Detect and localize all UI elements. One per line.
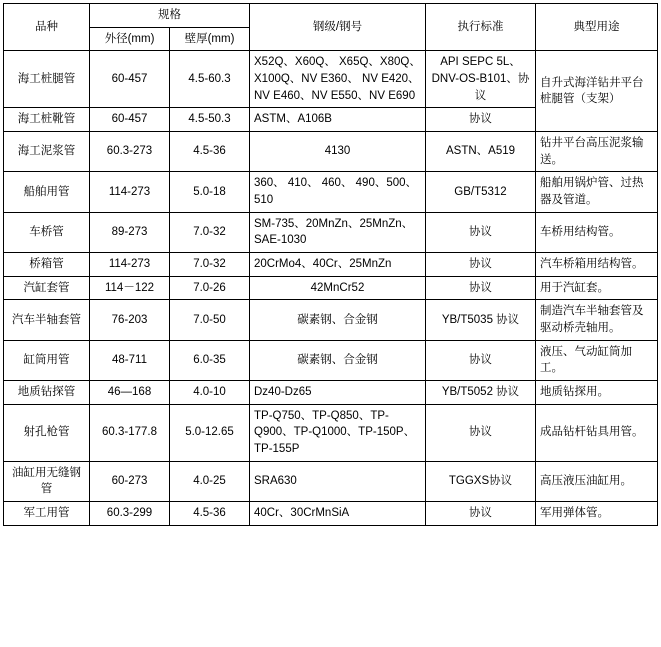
cell-use: 制造汽车半轴套管及驱动桥壳轴用。 xyxy=(536,300,658,340)
cell-use: 地质钻探用。 xyxy=(536,381,658,405)
cell-wt: 6.0-35 xyxy=(170,340,250,380)
cell-grade: 碳素钢、合金钢 xyxy=(250,300,426,340)
cell-od: 114-273 xyxy=(90,253,170,277)
cell-variety: 汽车半轴套管 xyxy=(4,300,90,340)
cell-standard: TGGXS协议 xyxy=(426,461,536,501)
cell-variety: 地质钻探管 xyxy=(4,381,90,405)
cell-variety: 射孔枪管 xyxy=(4,404,90,461)
cell-standard: 协议 xyxy=(426,340,536,380)
cell-wt: 5.0-12.65 xyxy=(170,404,250,461)
cell-variety: 桥箱管 xyxy=(4,253,90,277)
cell-od: 46—168 xyxy=(90,381,170,405)
cell-od: 60.3-177.8 xyxy=(90,404,170,461)
header-variety: 品种 xyxy=(4,4,90,51)
cell-variety: 船舶用管 xyxy=(4,172,90,212)
table-row xyxy=(4,253,658,277)
table-row xyxy=(4,212,658,252)
table-body xyxy=(4,51,658,525)
cell-use: 船舶用锅炉管、过热器及管道。 xyxy=(536,172,658,212)
cell-wt: 4.5-50.3 xyxy=(170,108,250,132)
cell-grade: 4130 xyxy=(250,132,426,172)
cell-variety: 海工泥浆管 xyxy=(4,132,90,172)
header-standard: 执行标准 xyxy=(426,4,536,51)
cell-standard: 协议 xyxy=(426,502,536,526)
cell-wt: 5.0-18 xyxy=(170,172,250,212)
cell-wt: 7.0-32 xyxy=(170,253,250,277)
cell-use: 用于汽缸套。 xyxy=(536,276,658,300)
cell-grade: 40Cr、30CrMnSiA xyxy=(250,502,426,526)
cell-wt: 7.0-50 xyxy=(170,300,250,340)
cell-variety: 海工桩腿管 xyxy=(4,51,90,108)
table-row xyxy=(4,340,658,380)
table-row xyxy=(4,132,658,172)
cell-wt: 4.5-60.3 xyxy=(170,51,250,108)
cell-od: 48-711 xyxy=(90,340,170,380)
cell-use: 军用弹体管。 xyxy=(536,502,658,526)
cell-grade: 碳素钢、合金钢 xyxy=(250,340,426,380)
cell-od: 76-203 xyxy=(90,300,170,340)
cell-od: 89-273 xyxy=(90,212,170,252)
cell-standard: GB/T5312 xyxy=(426,172,536,212)
cell-standard: 协议 xyxy=(426,253,536,277)
cell-grade: 360、 410、 460、 490、500、510 xyxy=(250,172,426,212)
cell-wt: 4.0-10 xyxy=(170,381,250,405)
table-row xyxy=(4,404,658,461)
table-row xyxy=(4,276,658,300)
table-row xyxy=(4,172,658,212)
cell-use: 汽车桥箱用结构管。 xyxy=(536,253,658,277)
cell-standard: 协议 xyxy=(426,212,536,252)
cell-od: 60.3-273 xyxy=(90,132,170,172)
cell-use: 液压、气动缸筒加工。 xyxy=(536,340,658,380)
table-row xyxy=(4,51,658,108)
cell-od: 60-273 xyxy=(90,461,170,501)
header-grade: 钢级/钢号 xyxy=(250,4,426,51)
cell-grade: 20CrMo4、40Cr、25MnZn xyxy=(250,253,426,277)
cell-wt: 4.5-36 xyxy=(170,132,250,172)
cell-od: 60-457 xyxy=(90,51,170,108)
cell-standard: ASTN、A519 xyxy=(426,132,536,172)
cell-od: 114-273 xyxy=(90,172,170,212)
header-spec: 规格 xyxy=(90,4,250,28)
cell-grade: Dz40-Dz65 xyxy=(250,381,426,405)
cell-standard: 协议 xyxy=(426,404,536,461)
cell-grade: TP-Q750、TP-Q850、TP-Q900、TP-Q1000、TP-150P、TP-155P xyxy=(250,404,426,461)
cell-od: 60-457 xyxy=(90,108,170,132)
cell-variety: 汽缸套管 xyxy=(4,276,90,300)
header-wall-thickness: 壁厚(mm) xyxy=(170,27,250,51)
cell-standard: API SEPC 5L、DNV-OS-B101、协议 xyxy=(426,51,536,108)
cell-variety: 车桥管 xyxy=(4,212,90,252)
cell-grade: SRA630 xyxy=(250,461,426,501)
cell-variety: 油缸用无缝钢管 xyxy=(4,461,90,501)
cell-od: 114－122 xyxy=(90,276,170,300)
product-spec-table xyxy=(3,3,658,526)
cell-use: 钻井平台高压泥浆输送。 xyxy=(536,132,658,172)
cell-wt: 4.0-25 xyxy=(170,461,250,501)
table-row xyxy=(4,461,658,501)
cell-grade: SM-735、20MnZn、25MnZn、SAE-1030 xyxy=(250,212,426,252)
cell-use: 成品钻杆钻具用管。 xyxy=(536,404,658,461)
cell-wt: 7.0-26 xyxy=(170,276,250,300)
cell-variety: 海工桩靴管 xyxy=(4,108,90,132)
cell-standard: YB/T5052 协议 xyxy=(426,381,536,405)
cell-grade: ASTM、A106B xyxy=(250,108,426,132)
cell-wt: 7.0-32 xyxy=(170,212,250,252)
cell-use: 车桥用结构管。 xyxy=(536,212,658,252)
cell-standard: YB/T5035 协议 xyxy=(426,300,536,340)
cell-variety: 军工用管 xyxy=(4,502,90,526)
cell-standard: 协议 xyxy=(426,108,536,132)
header-outer-diameter: 外径(mm) xyxy=(90,27,170,51)
cell-od: 60.3-299 xyxy=(90,502,170,526)
cell-standard: 协议 xyxy=(426,276,536,300)
header-use: 典型用途 xyxy=(536,4,658,51)
cell-wt: 4.5-36 xyxy=(170,502,250,526)
cell-grade: 42MnCr52 xyxy=(250,276,426,300)
table-row xyxy=(4,381,658,405)
table-row xyxy=(4,502,658,526)
cell-use: 自升式海洋钻井平台桩腿管（支架） xyxy=(536,51,658,132)
cell-use: 高压液压油缸用。 xyxy=(536,461,658,501)
table-row xyxy=(4,300,658,340)
cell-variety: 缸筒用管 xyxy=(4,340,90,380)
cell-grade: X52Q、X60Q、 X65Q、X80Q、 X100Q、NV E360、 NV E420、NV E460、NV E550、NV E690 xyxy=(250,51,426,108)
table-header-row xyxy=(4,4,658,28)
